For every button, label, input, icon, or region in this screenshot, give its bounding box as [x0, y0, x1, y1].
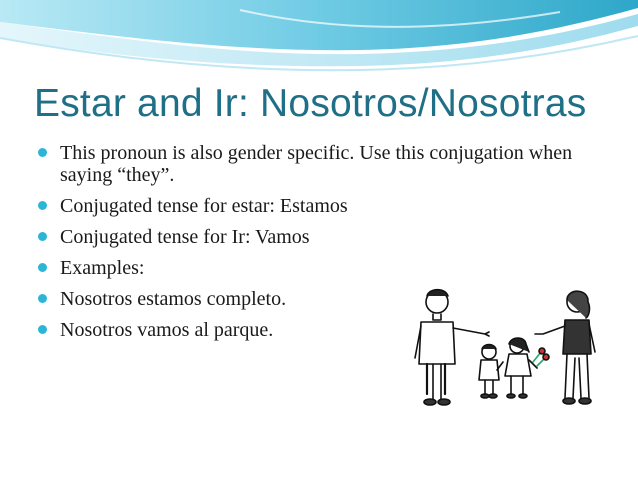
bullet-dot-icon: [38, 325, 47, 334]
bullet-text: Nosotros vamos al parque.: [60, 319, 274, 341]
bullet-dot-icon: [38, 263, 47, 272]
bullet-dot-icon: [38, 201, 47, 210]
child-figure-1: [479, 345, 499, 399]
bullet-text: Nosotros estamos completo.: [60, 288, 287, 310]
bullet-text: Conjugated tense for estar: Estamos: [60, 195, 348, 217]
man-figure: [415, 290, 489, 405]
child-figure-2: [497, 338, 549, 398]
slide-title: Estar and Ir: Nosotros/Nosotras: [34, 82, 587, 125]
family-illustration: [393, 262, 623, 427]
bullet-item: [36, 142, 596, 186]
bullet-item: [36, 195, 596, 217]
bullet-text: Examples:: [60, 257, 145, 279]
header-wave-decoration: [0, 0, 638, 80]
bullet-text: This pronoun is also gender specific. Use this conjugation when saying “they”.: [60, 142, 573, 186]
bullet-dot-icon: [38, 232, 47, 241]
woman-figure: [535, 291, 595, 404]
bullet-dot-icon: [38, 148, 47, 157]
bullet-item: [36, 226, 596, 248]
bullet-dot-icon: [38, 294, 47, 303]
bullet-text: Conjugated tense for Ir: Vamos: [60, 226, 310, 248]
